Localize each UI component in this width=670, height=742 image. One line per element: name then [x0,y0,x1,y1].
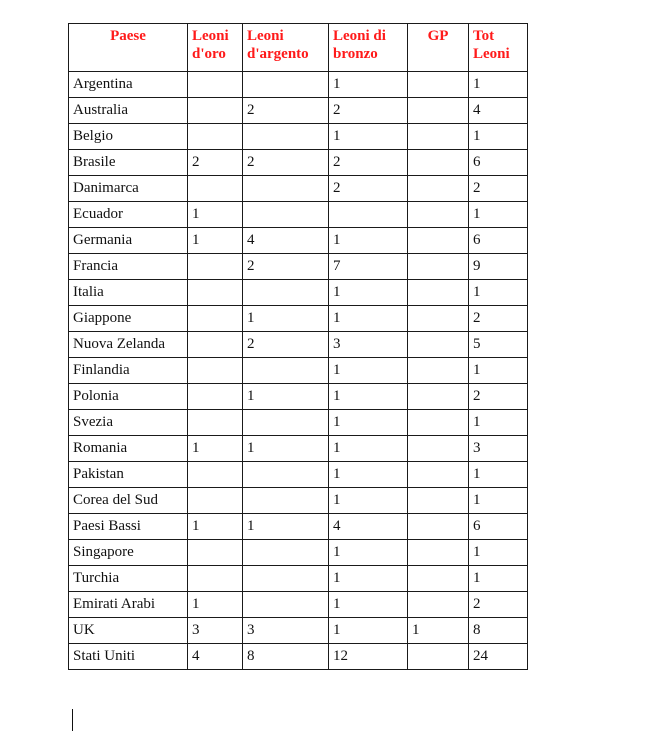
column-header-leoni-bronzo: Leoni di bronzo [329,24,408,72]
cell-tot-leoni: 1 [469,462,528,488]
table-row [69,488,528,514]
cell-tot-leoni: 1 [469,410,528,436]
cell-tot-leoni: 1 [469,488,528,514]
cell-leoni-argento [243,540,329,566]
cell-country: Australia [69,98,188,124]
cell-gp [408,72,469,98]
table-row [69,618,528,644]
table-body [69,72,528,670]
cell-leoni-bronzo: 1 [329,488,408,514]
cell-leoni-argento: 2 [243,98,329,124]
cell-country: Francia [69,254,188,280]
table-row [69,202,528,228]
cell-country: Pakistan [69,462,188,488]
cell-tot-leoni: 8 [469,618,528,644]
cell-leoni-bronzo: 1 [329,306,408,332]
cell-country: Corea del Sud [69,488,188,514]
cell-gp [408,592,469,618]
table-row [69,592,528,618]
table-row [69,150,528,176]
cell-leoni-oro: 4 [188,644,243,670]
cell-country: Emirati Arabi [69,592,188,618]
cell-gp [408,540,469,566]
cell-tot-leoni: 1 [469,72,528,98]
cell-leoni-bronzo: 1 [329,228,408,254]
cell-leoni-argento [243,410,329,436]
header-row [69,24,528,72]
cell-tot-leoni: 1 [469,202,528,228]
cell-country: Turchia [69,566,188,592]
column-header-leoni-argento: Leoni d'argento [243,24,329,72]
cell-tot-leoni: 4 [469,98,528,124]
cell-leoni-argento [243,488,329,514]
cell-country: Danimarca [69,176,188,202]
table-row [69,644,528,670]
cell-leoni-argento: 1 [243,306,329,332]
table-row [69,306,528,332]
cell-gp [408,644,469,670]
cell-leoni-argento [243,566,329,592]
cell-leoni-bronzo: 1 [329,592,408,618]
cell-leoni-bronzo: 1 [329,124,408,150]
table-row [69,384,528,410]
cell-leoni-oro [188,176,243,202]
cell-tot-leoni: 5 [469,332,528,358]
cell-leoni-oro: 1 [188,592,243,618]
cell-leoni-bronzo: 12 [329,644,408,670]
cell-country: Italia [69,280,188,306]
cell-leoni-oro [188,540,243,566]
cell-gp [408,176,469,202]
cell-tot-leoni: 1 [469,280,528,306]
cell-country: Singapore [69,540,188,566]
cell-leoni-argento [243,124,329,150]
table-row [69,228,528,254]
cell-leoni-bronzo [329,202,408,228]
cell-leoni-oro: 1 [188,202,243,228]
cell-leoni-argento: 1 [243,514,329,540]
cell-tot-leoni: 1 [469,566,528,592]
cell-leoni-argento [243,72,329,98]
cell-country: Stati Uniti [69,644,188,670]
cell-leoni-oro: 1 [188,228,243,254]
table-row [69,436,528,462]
cell-leoni-argento: 1 [243,384,329,410]
cell-leoni-oro [188,566,243,592]
cell-gp [408,514,469,540]
cell-leoni-bronzo: 2 [329,150,408,176]
cell-leoni-argento: 2 [243,254,329,280]
cell-leoni-argento: 8 [243,644,329,670]
cell-country: Brasile [69,150,188,176]
cell-leoni-argento: 4 [243,228,329,254]
cell-gp [408,332,469,358]
text-cursor [72,709,73,731]
cell-leoni-oro [188,98,243,124]
table-row [69,98,528,124]
cell-gp [408,410,469,436]
cell-leoni-oro [188,410,243,436]
cell-leoni-bronzo: 2 [329,98,408,124]
cell-leoni-oro: 3 [188,618,243,644]
cell-leoni-oro: 2 [188,150,243,176]
cell-leoni-argento [243,202,329,228]
table-row [69,410,528,436]
cell-tot-leoni: 1 [469,358,528,384]
cell-leoni-argento: 1 [243,436,329,462]
cell-country: Polonia [69,384,188,410]
cell-gp [408,124,469,150]
cell-country: Paesi Bassi [69,514,188,540]
cell-tot-leoni: 6 [469,228,528,254]
cell-leoni-oro [188,488,243,514]
cell-tot-leoni: 2 [469,306,528,332]
cell-gp [408,202,469,228]
table-row [69,176,528,202]
table-row [69,540,528,566]
cell-gp [408,462,469,488]
cell-leoni-bronzo: 7 [329,254,408,280]
cell-tot-leoni: 2 [469,176,528,202]
cell-gp [408,254,469,280]
cell-country: Ecuador [69,202,188,228]
table-row [69,514,528,540]
cell-tot-leoni: 2 [469,384,528,410]
cell-leoni-bronzo: 1 [329,566,408,592]
cell-tot-leoni: 1 [469,540,528,566]
cell-gp: 1 [408,618,469,644]
cell-gp [408,280,469,306]
cell-leoni-oro [188,254,243,280]
column-header-leoni-oro: Leoni d'oro [188,24,243,72]
cell-leoni-bronzo: 1 [329,72,408,98]
cell-leoni-bronzo: 1 [329,410,408,436]
cell-country: Argentina [69,72,188,98]
cell-leoni-argento: 2 [243,332,329,358]
cell-leoni-oro [188,384,243,410]
table-row [69,332,528,358]
cell-leoni-argento [243,358,329,384]
cell-leoni-oro [188,332,243,358]
cell-leoni-bronzo: 1 [329,436,408,462]
document-page [68,23,528,670]
cell-tot-leoni: 3 [469,436,528,462]
table-row [69,124,528,150]
table-row [69,358,528,384]
cell-leoni-oro [188,358,243,384]
cell-gp [408,98,469,124]
cell-leoni-bronzo: 2 [329,176,408,202]
cell-country: Germania [69,228,188,254]
awards-table [68,23,528,670]
cell-tot-leoni: 24 [469,644,528,670]
table-row [69,462,528,488]
cell-leoni-argento [243,462,329,488]
cell-gp [408,488,469,514]
cell-gp [408,228,469,254]
cell-leoni-bronzo: 1 [329,540,408,566]
cell-gp [408,436,469,462]
cell-leoni-bronzo: 1 [329,462,408,488]
cell-leoni-bronzo: 1 [329,618,408,644]
cell-gp [408,566,469,592]
cell-leoni-argento: 3 [243,618,329,644]
cell-country: UK [69,618,188,644]
column-header-paese: Paese [69,24,188,72]
cell-leoni-oro [188,462,243,488]
cell-country: Belgio [69,124,188,150]
cell-country: Svezia [69,410,188,436]
cell-tot-leoni: 6 [469,514,528,540]
cell-leoni-oro: 1 [188,514,243,540]
cell-leoni-bronzo: 4 [329,514,408,540]
cell-leoni-oro [188,124,243,150]
cell-leoni-oro: 1 [188,436,243,462]
table-row [69,254,528,280]
cell-leoni-argento [243,592,329,618]
cell-tot-leoni: 2 [469,592,528,618]
cell-country: Romania [69,436,188,462]
cell-leoni-bronzo: 1 [329,280,408,306]
cell-leoni-oro [188,306,243,332]
cell-gp [408,150,469,176]
cell-leoni-oro [188,280,243,306]
cell-leoni-bronzo: 3 [329,332,408,358]
cell-leoni-argento: 2 [243,150,329,176]
cell-gp [408,306,469,332]
cell-tot-leoni: 1 [469,124,528,150]
cell-leoni-argento [243,176,329,202]
table-row [69,280,528,306]
cell-tot-leoni: 9 [469,254,528,280]
cell-gp [408,384,469,410]
table-row [69,566,528,592]
column-header-tot-leoni: Tot Leoni [469,24,528,72]
cell-gp [408,358,469,384]
cell-leoni-bronzo: 1 [329,384,408,410]
cell-tot-leoni: 6 [469,150,528,176]
column-header-gp: GP [408,24,469,72]
cell-leoni-bronzo: 1 [329,358,408,384]
cell-country: Giappone [69,306,188,332]
cell-leoni-oro [188,72,243,98]
cell-country: Finlandia [69,358,188,384]
cell-country: Nuova Zelanda [69,332,188,358]
table-row [69,72,528,98]
cell-leoni-argento [243,280,329,306]
